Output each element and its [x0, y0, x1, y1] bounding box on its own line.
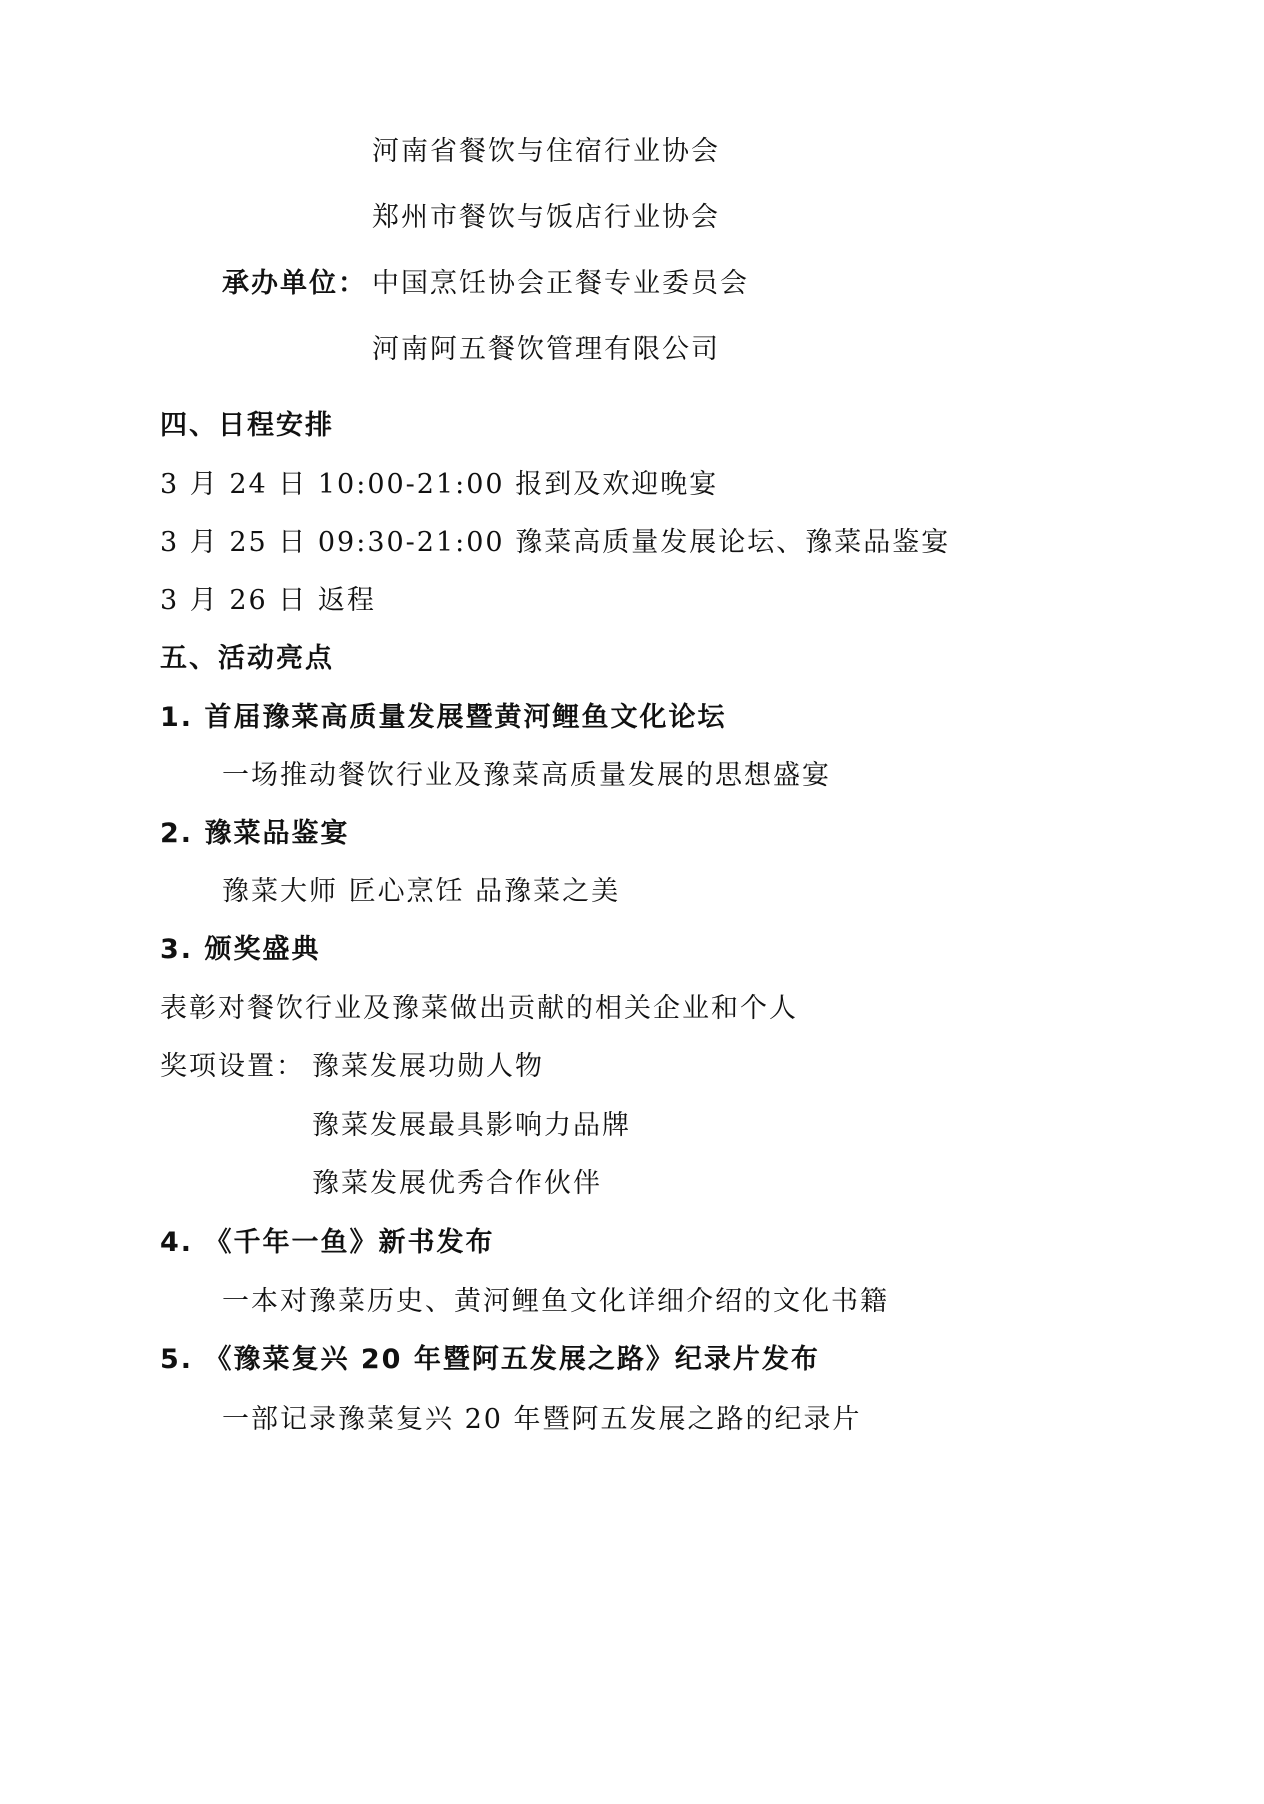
- co-organizer-1: 河南省餐饮与住宿行业协会: [372, 136, 720, 167]
- schedule-item-3: 3 月 26 日 返程: [160, 585, 376, 616]
- highlight-4-desc: 一本对豫菜历史、黄河鲤鱼文化详细介绍的文化书籍: [222, 1286, 889, 1317]
- host-organizer-1: 中国烹饪协会正餐专业委员会: [372, 268, 749, 299]
- host-organizer-2: 河南阿五餐饮管理有限公司: [372, 334, 720, 365]
- highlight-5-desc: 一部记录豫菜复兴 20 年暨阿五发展之路的纪录片: [222, 1404, 862, 1435]
- highlight-2-title: 2. 豫菜品鉴宴: [160, 818, 350, 849]
- co-organizer-2: 郑州市餐饮与饭店行业协会: [372, 202, 720, 233]
- highlights-heading: 五、活动亮点: [160, 643, 334, 674]
- highlight-1-desc: 一场推动餐饮行业及豫菜高质量发展的思想盛宴: [222, 760, 831, 791]
- schedule-heading: 四、日程安排: [160, 410, 334, 441]
- highlight-3-desc: 表彰对餐饮行业及豫菜做出贡献的相关企业和个人: [160, 993, 798, 1024]
- awards-label: 奖项设置：: [160, 1051, 305, 1082]
- highlight-1-title: 1. 首届豫菜高质量发展暨黄河鲤鱼文化论坛: [160, 702, 727, 733]
- highlight-5-title: 5. 《豫菜复兴 20 年暨阿五发展之路》纪录片发布: [160, 1344, 820, 1375]
- award-item-3: 豫菜发展优秀合作伙伴: [312, 1168, 602, 1199]
- highlight-3-title: 3. 颁奖盛典: [160, 934, 321, 965]
- host-label: 承办单位：: [222, 268, 367, 299]
- award-item-2: 豫菜发展最具影响力品牌: [312, 1110, 631, 1141]
- award-item-1: 豫菜发展功勋人物: [312, 1051, 544, 1082]
- schedule-item-2: 3 月 25 日 09:30-21:00 豫菜高质量发展论坛、豫菜品鉴宴: [160, 527, 951, 558]
- schedule-item-1: 3 月 24 日 10:00-21:00 报到及欢迎晚宴: [160, 469, 719, 500]
- highlight-2-desc: 豫菜大师 匠心烹饪 品豫菜之美: [222, 876, 621, 907]
- highlight-4-title: 4. 《千年一鱼》新书发布: [160, 1227, 495, 1258]
